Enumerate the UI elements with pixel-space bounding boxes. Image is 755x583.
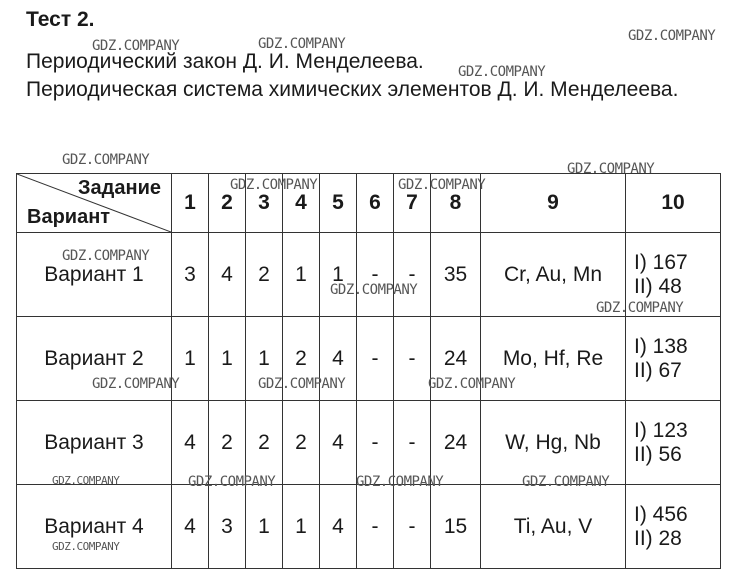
column-header: 7 <box>394 174 431 233</box>
corner-header-cell <box>17 174 172 233</box>
answer-cell: 3 <box>209 485 246 569</box>
variant-label: Вариант 2 <box>17 317 172 401</box>
answer-cell: - <box>357 485 394 569</box>
answer-cell: 1 <box>209 317 246 401</box>
answer-10-part-2: II) 56 <box>634 442 682 466</box>
table-row <box>17 317 721 401</box>
answer-cell: 2 <box>246 233 283 317</box>
watermark: GDZ.COMPANY <box>628 28 716 44</box>
answer-cell: 4 <box>209 233 246 317</box>
watermark: GDZ.COMPANY <box>258 376 346 392</box>
watermark: GDZ.COMPANY <box>428 376 516 392</box>
answer-cell: 24 <box>431 317 481 401</box>
answer-cell: 1 <box>320 233 357 317</box>
watermark: GDZ.COMPANY <box>92 38 180 54</box>
answer-10-part-1: I) 456 <box>634 502 688 526</box>
watermark: GDZ.COMPANY <box>52 474 120 487</box>
answer-cell: - <box>357 233 394 317</box>
variant-label: Вариант 4 <box>17 485 172 569</box>
column-header: 9 <box>481 174 626 233</box>
answer-cell: Ti, Au, V <box>481 485 626 569</box>
column-header: 8 <box>431 174 481 233</box>
table-row <box>17 233 721 317</box>
watermark: GDZ.COMPANY <box>356 474 444 490</box>
column-header: 2 <box>209 174 246 233</box>
answer-10-part-2: II) 28 <box>634 526 682 550</box>
answer-cell: - <box>394 317 431 401</box>
column-header: 1 <box>172 174 209 233</box>
watermark: GDZ.COMPANY <box>62 152 150 168</box>
watermark: GDZ.COMPANY <box>52 540 120 553</box>
answer-10-part-1: I) 167 <box>634 250 688 274</box>
answer-cell: 4 <box>320 485 357 569</box>
answer-cell: 35 <box>431 233 481 317</box>
answer-10-part-1: I) 138 <box>634 334 688 358</box>
answer-cell: 1 <box>246 317 283 401</box>
answer-cell: 24 <box>431 401 481 485</box>
watermark: GDZ.COMPANY <box>62 248 150 264</box>
watermark: GDZ.COMPANY <box>596 300 684 316</box>
answers-table <box>16 173 721 569</box>
answer-cell: W, Hg, Nb <box>481 401 626 485</box>
column-header: 6 <box>357 174 394 233</box>
answer-cell: 2 <box>246 401 283 485</box>
header-row <box>17 174 721 233</box>
test-title: Тест 2. <box>26 8 95 31</box>
column-header: 5 <box>320 174 357 233</box>
answer-cell: - <box>394 485 431 569</box>
variant-label: Вариант 3 <box>17 401 172 485</box>
column-header: 3 <box>246 174 283 233</box>
watermark: GDZ.COMPANY <box>92 376 180 392</box>
table-row <box>17 401 721 485</box>
watermark: GDZ.COMPANY <box>522 474 610 490</box>
answer-cell-10 <box>626 317 721 401</box>
watermark: GDZ.COMPANY <box>330 282 418 298</box>
column-header: 10 <box>626 174 721 233</box>
column-header: 4 <box>283 174 320 233</box>
answer-cell: 4 <box>172 401 209 485</box>
answer-cell: - <box>357 401 394 485</box>
answer-cell: 1 <box>172 317 209 401</box>
answer-cell: 4 <box>172 485 209 569</box>
answer-10-part-2: II) 67 <box>634 358 682 382</box>
topic-line-1: Периодический закон Д. И. Менделеева. <box>26 50 424 73</box>
answer-10-part-2: II) 48 <box>634 274 682 298</box>
corner-variant-label: Вариант <box>27 206 111 228</box>
answer-cell: 4 <box>320 401 357 485</box>
watermark: GDZ.COMPANY <box>258 36 346 52</box>
answer-cell: 3 <box>172 233 209 317</box>
table-row <box>17 485 721 569</box>
watermark: GDZ.COMPANY <box>458 64 546 80</box>
answer-cell: 2 <box>209 401 246 485</box>
answer-cell: - <box>357 317 394 401</box>
answer-cell: - <box>394 233 431 317</box>
answer-cell-10 <box>626 233 721 317</box>
corner-task-label: Задание <box>78 177 161 199</box>
answer-cell-10 <box>626 485 721 569</box>
answer-cell: 1 <box>283 485 320 569</box>
answer-cell: - <box>394 401 431 485</box>
answer-cell-10 <box>626 401 721 485</box>
watermark: GDZ.COMPANY <box>188 474 276 490</box>
topic-line-2: Периодическая система химических элементов Д. И. Менделеева. <box>26 78 679 101</box>
answer-cell: 15 <box>431 485 481 569</box>
variant-label: Вариант 1 <box>17 233 172 317</box>
answer-cell: Mo, Hf, Re <box>481 317 626 401</box>
answer-10-part-1: I) 123 <box>634 418 688 442</box>
watermark: GDZ.COMPANY <box>230 177 318 193</box>
answer-cell: 2 <box>283 317 320 401</box>
answer-cell: 1 <box>246 485 283 569</box>
watermark: GDZ.COMPANY <box>398 177 486 193</box>
answer-cell: Cr, Au, Mn <box>481 233 626 317</box>
watermark: GDZ.COMPANY <box>567 161 655 177</box>
answer-cell: 1 <box>283 233 320 317</box>
answer-cell: 2 <box>283 401 320 485</box>
answer-cell: 4 <box>320 317 357 401</box>
